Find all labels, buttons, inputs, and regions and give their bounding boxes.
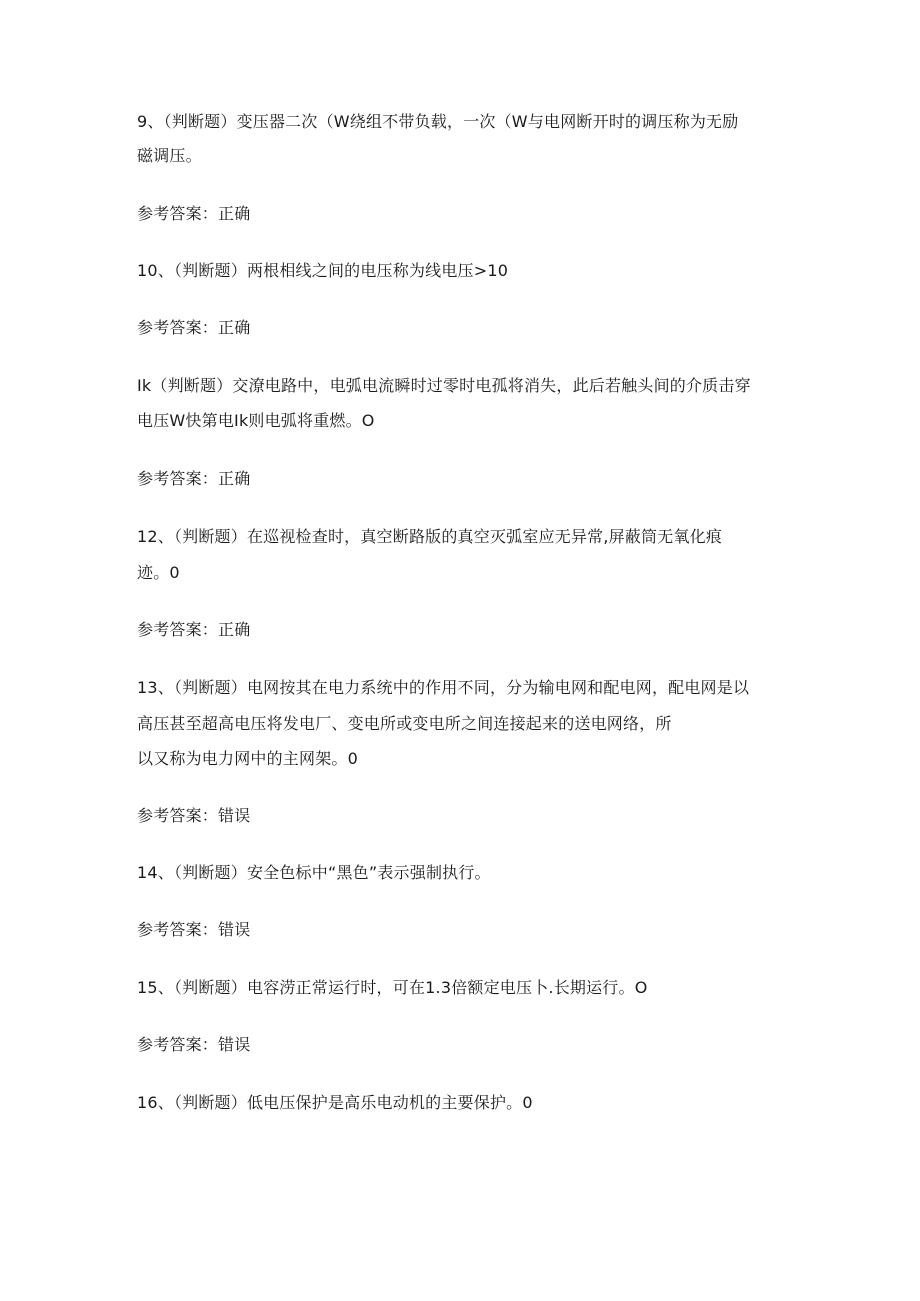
answer-15: 参考答案：错误 bbox=[137, 1035, 251, 1054]
question-9-line-2: 磁调压。 bbox=[137, 146, 202, 165]
question-9-line-1: 9、（判断题）变压器二次（W绕组不带负载，一次（W与电网断开时的调压称为无励 bbox=[137, 112, 739, 131]
question-12-line-2: 迹。0 bbox=[137, 563, 180, 582]
answer-10: 参考答案：正确 bbox=[137, 318, 251, 337]
answer-9: 参考答案：正确 bbox=[137, 204, 251, 223]
question-14: 14、（判断题）安全色标中“黑色”表示强制执行。 bbox=[137, 863, 491, 882]
question-12-line-1: 12、（判断题）在巡视检查时，真空断路版的真空灭弧室应无异常,屏蔽筒无氧化痕 bbox=[137, 527, 723, 546]
answer-13: 参考答案：错误 bbox=[137, 806, 251, 825]
answer-12: 参考答案：正确 bbox=[137, 620, 251, 639]
question-13-line-1: 13、（判断题）电网按其在电力系统中的作用不同，分为输电网和配电网，配电网是以 bbox=[137, 678, 750, 697]
question-10: 10、（判断题）两根相线之间的电压称为线电压>10 bbox=[137, 261, 509, 280]
question-16: 16、（判断题）低电压保护是高乐电动机的主要保护。0 bbox=[137, 1093, 533, 1112]
answer-11: 参考答案：正确 bbox=[137, 469, 251, 488]
answer-14: 参考答案：错误 bbox=[137, 920, 251, 939]
question-11-line-2: 电压W快第电Ik则电弧将重燃。O bbox=[137, 411, 375, 430]
question-11-line-1: Ik（判断题）交潦电路中，电弧电流瞬时过零时电孤将消失，此后若触头间的介质击穿 bbox=[137, 376, 751, 395]
question-13-line-2: 高压甚至超高电压将发电厂、变电所或变电所之间连接起来的送电网络，所 bbox=[137, 714, 672, 733]
question-13-line-3: 以又称为电力网中的主网架。0 bbox=[137, 749, 358, 768]
question-15: 15、（判断题）电容涝正常运行时，可在1.3倍额定电压卜.长期运行。O bbox=[137, 978, 648, 997]
